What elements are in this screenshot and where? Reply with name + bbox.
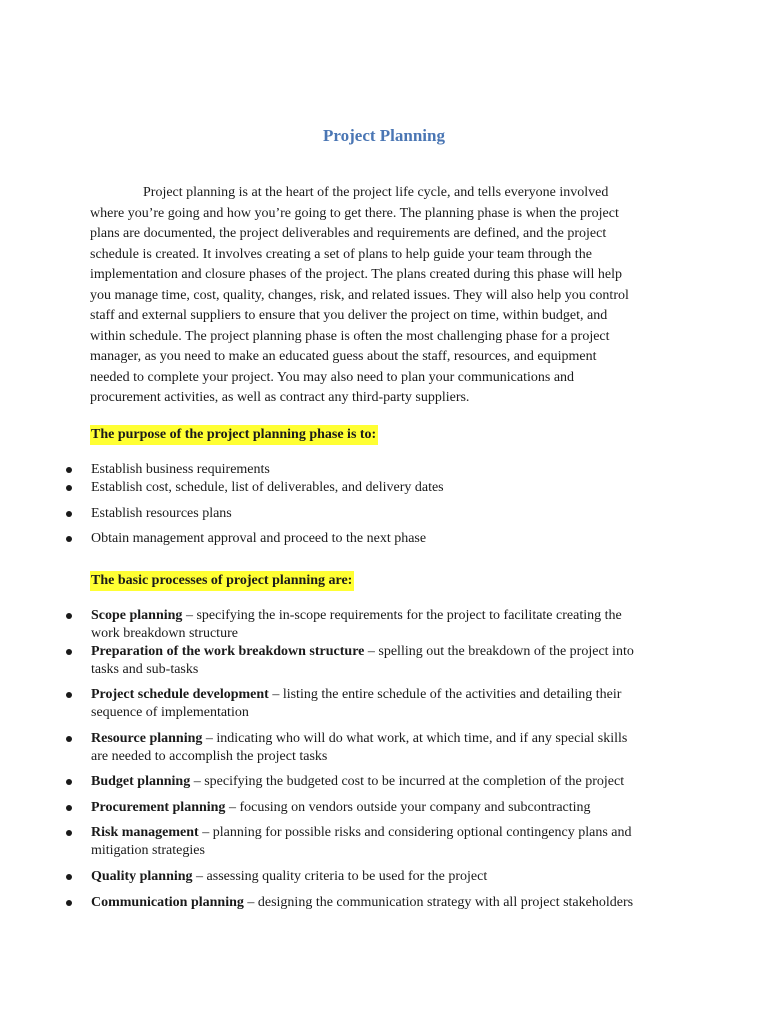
bullet-icon <box>66 830 72 836</box>
bullet-icon <box>66 536 72 542</box>
list-item-text: Establish business requirements <box>91 462 270 477</box>
processes-heading: The basic processes of project planning are: <box>90 571 354 591</box>
process-term: Quality planning <box>91 869 193 884</box>
process-desc-cont: tasks and sub-tasks <box>91 662 199 677</box>
process-desc: – spelling out the breakdown of the project into <box>364 644 634 659</box>
bullet-icon <box>66 900 72 906</box>
process-term: Budget planning <box>91 774 191 789</box>
list-item-text: Establish resources plans <box>91 506 232 521</box>
bullet-icon <box>66 805 72 811</box>
intro-line: Project planning is at the heart of the project life cycle, and tells everyone involved <box>143 185 609 200</box>
process-desc: – specifying the in-scope requirements for the project to facilitate creating the <box>182 608 622 623</box>
bullet-icon <box>66 511 72 517</box>
process-term: Preparation of the work breakdown structure <box>91 644 365 659</box>
intro-line: manager, as you need to make an educated guess about the staff, resources, and equipment <box>90 349 597 364</box>
intro-line: needed to complete your project. You may also need to plan your communications and <box>90 369 575 385</box>
process-term: Procurement planning <box>91 800 226 815</box>
bullet-icon <box>66 649 72 655</box>
list-item-text: Obtain management approval and proceed to the next phase <box>91 531 427 546</box>
page-title: Project Planning <box>323 126 445 145</box>
intro-line: within schedule. The project planning phase is often the most challenging phase for a project <box>90 328 610 344</box>
process-desc: – planning for possible risks and considering optional contingency plans and <box>198 825 632 840</box>
process-term: Scope planning <box>91 608 183 623</box>
process-desc-cont: work breakdown structure <box>91 626 238 641</box>
bullet-icon <box>66 874 72 880</box>
intro-paragraph <box>90 183 682 409</box>
bullet-icon <box>66 613 72 619</box>
intro-line: plans are documented, the project deliverables and requirements are defined, and the project <box>90 226 607 241</box>
intro-line: you manage time, cost, quality, changes, risk, and related issues. They will also help you control <box>90 287 629 303</box>
intro-line: schedule is created. It involves creating a set of plans to help guide your team through the <box>90 246 592 262</box>
process-desc: – designing the communication strategy with all project stakeholders <box>243 895 634 910</box>
process-desc: – focusing on vendors outside your company and subcontracting <box>225 800 591 815</box>
intro-line: staff and external suppliers to ensure that you deliver the project on time, within budget, and <box>90 308 608 323</box>
intro-line: implementation and closure phases of the project. The plans created during this phase will help <box>90 267 622 282</box>
process-desc: – indicating who will do what work, at which time, and if any special skills <box>202 731 628 746</box>
process-term: Project schedule development <box>91 687 269 702</box>
bullet-icon <box>66 485 72 491</box>
process-desc-cont: are needed to accomplish the project tasks <box>91 749 328 764</box>
bullet-icon <box>66 467 72 473</box>
process-desc: – listing the entire schedule of the activities and detailing their <box>268 687 622 702</box>
bullet-icon <box>66 736 72 742</box>
bullet-icon <box>66 779 72 785</box>
process-term: Communication planning <box>91 895 244 910</box>
process-term: Resource planning <box>91 731 203 746</box>
list-item-text: Establish cost, schedule, list of deliverables, and delivery dates <box>91 480 444 495</box>
bullet-icon <box>66 692 72 698</box>
intro-line: where you’re going and how you’re going to get there. The planning phase is when the project <box>90 205 619 221</box>
process-desc: – assessing quality criteria to be used for the project <box>192 869 488 884</box>
process-term: Risk management <box>91 825 199 840</box>
process-desc: – specifying the budgeted cost to be incurred at the completion of the project <box>190 774 625 789</box>
purpose-heading: The purpose of the project planning phase is to: <box>90 425 378 445</box>
process-desc-cont: mitigation strategies <box>91 843 205 858</box>
intro-line: procurement activities, as well as contract any third-party suppliers. <box>90 390 470 405</box>
process-desc-cont: sequence of implementation <box>91 705 249 720</box>
